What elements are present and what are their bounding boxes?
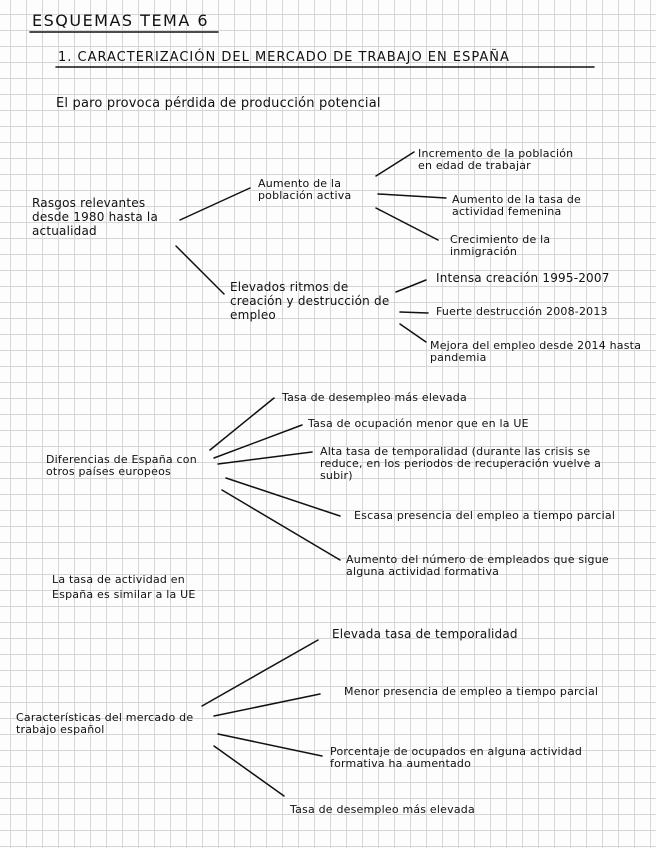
item-alta-temporalidad: Alta tasa de temporalidad (durante las crisis se reduce, en los periodos de recuperación vuelve a subir) xyxy=(320,445,602,482)
connector-a-3 xyxy=(376,208,438,240)
item-tasa-ocupacion: Tasa de ocupación menor que en la UE xyxy=(308,417,529,430)
connector-root3-1 xyxy=(202,640,318,706)
connector-b-3 xyxy=(400,324,426,342)
connector-root3-2 xyxy=(214,694,320,716)
side-note-tasa-actividad: La tasa de actividad en España es similar a la UE xyxy=(52,573,196,601)
item-fuerte-destruccion: Fuerte destrucción 2008-2013 xyxy=(436,305,608,318)
item-mejora-empleo: Mejora del empleo desde 2014 hasta pandemia xyxy=(430,339,642,364)
item-actividad-femenina: Aumento de la tasa de actividad femenina xyxy=(452,193,582,218)
item-escasa-parcial: Escasa presencia del empleo a tiempo parcial xyxy=(354,509,616,522)
item-incremento-poblacion: Incremento de la población en edad de trabajar xyxy=(418,147,574,172)
branch-poblacion-activa: Aumento de la población activa xyxy=(258,177,352,202)
root-rasgos: Rasgos relevantes desde 1980 hasta la actualidad xyxy=(32,196,158,238)
item3-tiempo-parcial: Menor presencia de empleo a tiempo parcial xyxy=(344,685,599,698)
item3-formativa: Porcentaje de ocupados en alguna actividad formativa ha aumentado xyxy=(330,745,583,770)
section-heading: 1. CARACTERIZACIÓN DEL MERCADO DE TRABAJO EN ESPAÑA xyxy=(58,50,510,65)
page-title: ESQUEMAS TEMA 6 xyxy=(32,11,210,30)
connector-root3-4 xyxy=(214,746,284,796)
connector-root1-a xyxy=(180,188,250,220)
item-intensa-creacion: Intensa creación 1995-2007 xyxy=(436,271,610,285)
root-diferencias: Diferencias de España con otros países europeos xyxy=(46,453,197,478)
item-actividad-formativa: Aumento del número de empleados que sigue alguna actividad formativa xyxy=(346,553,609,578)
connector-root2-4 xyxy=(226,478,340,516)
item3-temporalidad: Elevada tasa de temporalidad xyxy=(332,627,518,641)
item-desempleo-elevada: Tasa de desempleo más elevada xyxy=(282,391,467,404)
connector-root3-3 xyxy=(218,734,322,756)
root-caracteristicas: Características del mercado de trabajo español xyxy=(16,711,194,736)
item3-desempleo: Tasa de desempleo más elevada xyxy=(290,803,475,816)
intro-text: El paro provoca pérdida de producción potencial xyxy=(56,96,381,111)
connector-root2-2 xyxy=(214,425,302,458)
connector-b-2 xyxy=(400,312,428,313)
connector-root2-1 xyxy=(210,398,274,450)
connector-root2-3 xyxy=(218,452,312,464)
connector-root2-5 xyxy=(222,490,340,560)
connector-root1-b xyxy=(176,246,224,294)
connector-a-2 xyxy=(378,194,446,198)
connector-a-1 xyxy=(376,152,414,176)
item-inmigracion: Crecimiento de la inmigración xyxy=(450,233,551,258)
branch-ritmos-empleo: Elevados ritmos de creación y destrucción de empleo xyxy=(230,280,390,322)
connector-b-1 xyxy=(396,280,426,292)
